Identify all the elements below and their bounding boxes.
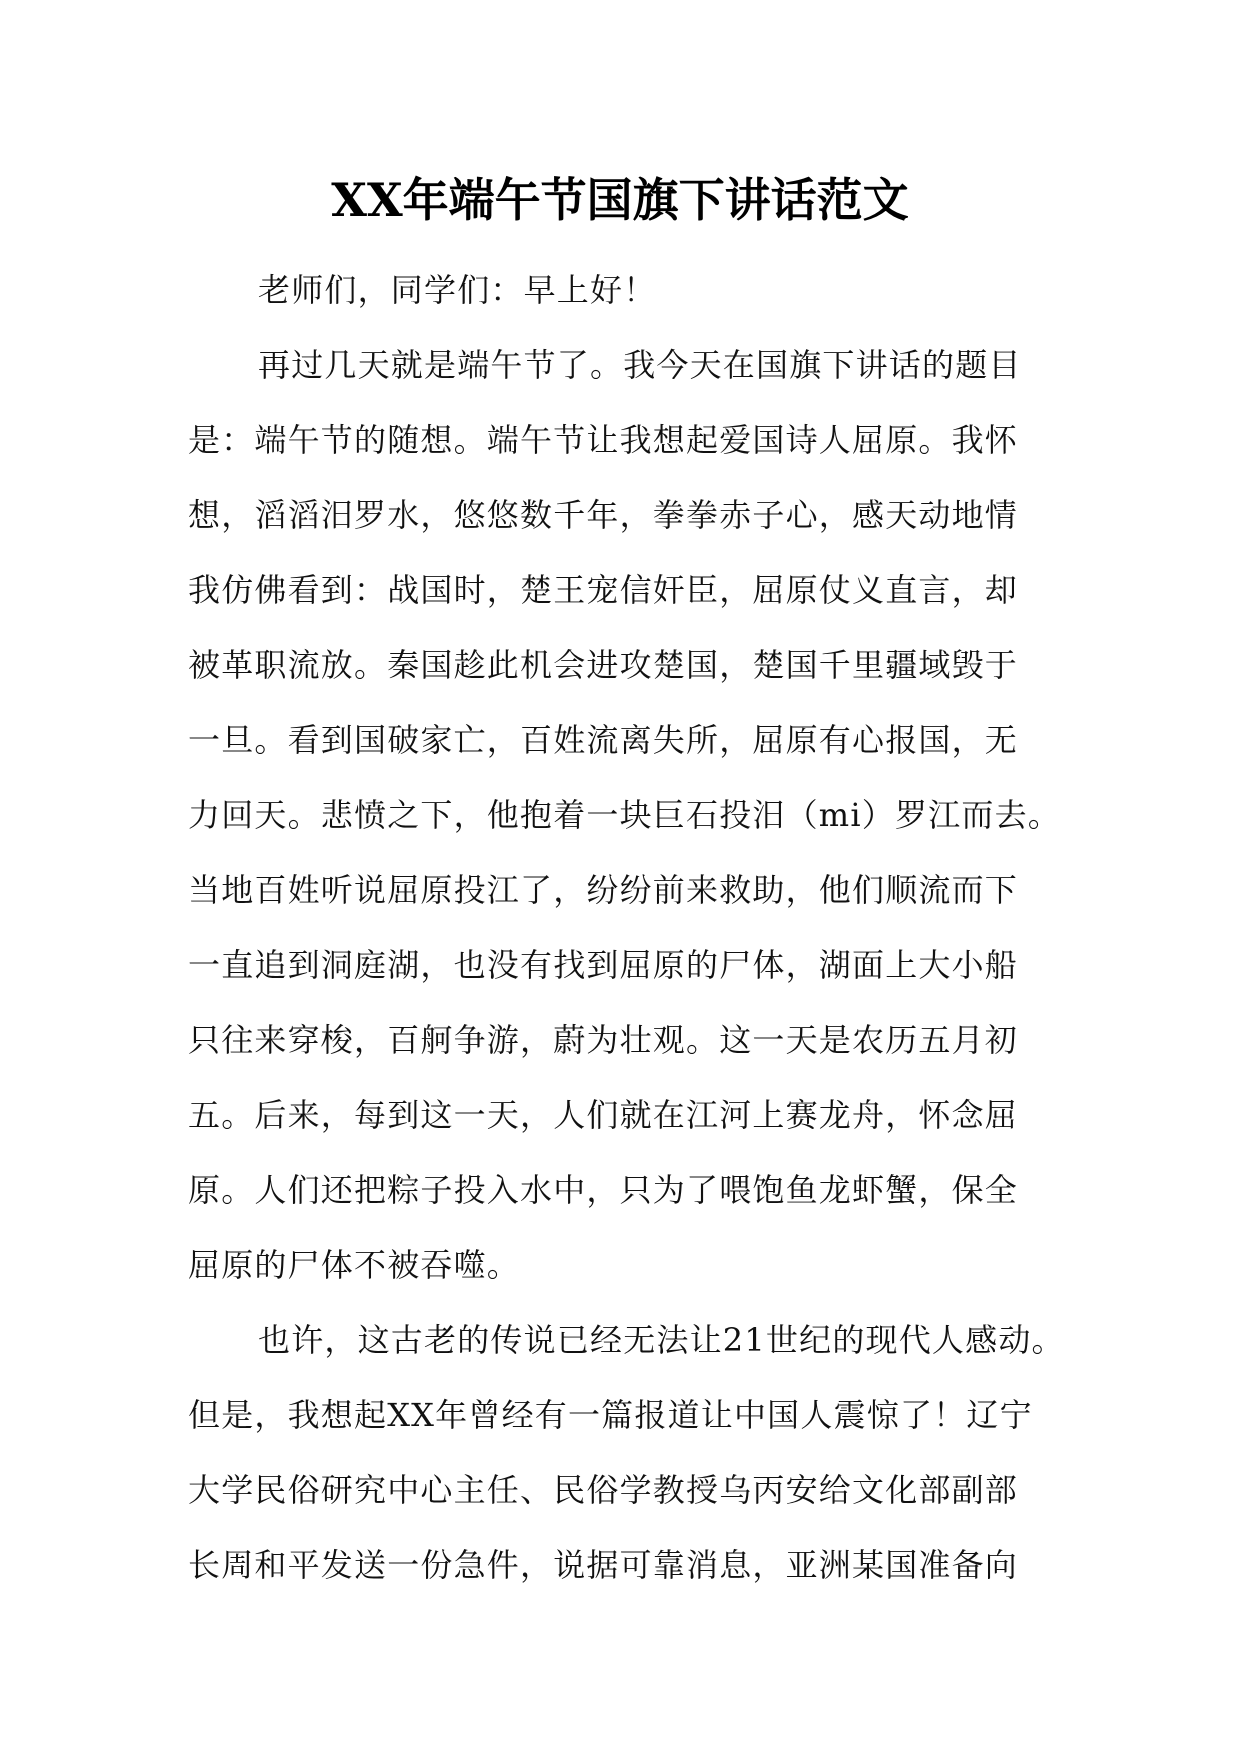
paragraph-line: 屈原的尸体不被吞噬。 — [188, 1246, 521, 1284]
paragraph-line: 一旦。看到国破家亡，百姓流离失所，屈原有心报国，无 — [188, 721, 1019, 759]
paragraph-line: 原。人们还把粽子投入水中，只为了喂饱鱼龙虾蟹，保全 — [188, 1171, 1019, 1209]
paragraph-line: 力回天。悲愤之下，他抱着一块巨石投汨（mi）罗江而去。 — [188, 796, 1061, 834]
paragraph-line: 但是，我想起XX年曾经有一篇报道让中国人震惊了！辽宁 — [188, 1396, 1033, 1434]
document-body — [188, 253, 1068, 1603]
paragraph-line: 大学民俗研究中心主任、民俗学教授乌丙安给文化部副部 — [188, 1471, 1019, 1509]
greeting-line: 老师们，同学们：早上好！ — [258, 271, 657, 309]
paragraph-line: 被革职流放。秦国趁此机会进攻楚国，楚国千里疆域毁于 — [188, 646, 1019, 684]
paragraph-line: 想，滔滔汨罗水，悠悠数千年，拳拳赤子心，感天动地情 — [188, 496, 1019, 534]
paragraph-line: 再过几天就是端午节了。我今天在国旗下讲话的题目 — [258, 346, 1022, 384]
paragraph-line: 我仿佛看到：战国时，楚王宠信奸臣，屈原仗义直言，却 — [188, 571, 1019, 609]
document-title: XX年端午节国旗下讲话范文 — [331, 173, 909, 227]
paragraph-line: 是：端午节的随想。端午节让我想起爱国诗人屈原。我怀 — [188, 421, 1019, 459]
paragraph-line: 一直追到洞庭湖，也没有找到屈原的尸体，湖面上大小船 — [188, 946, 1019, 984]
paragraph-line: 长周和平发送一份急件，说据可靠消息，亚洲某国准备向 — [188, 1546, 1019, 1584]
paragraph-line: 五。后来，每到这一天，人们就在江河上赛龙舟，怀念屈 — [188, 1096, 1019, 1134]
paragraph-line: 当地百姓听说屈原投江了，纷纷前来救助，他们顺流而下 — [188, 871, 1019, 909]
paragraph-line: 只往来穿梭，百舸争游，蔚为壮观。这一天是农历五月初 — [188, 1021, 1019, 1059]
paragraph-line: 也许，这古老的传说已经无法让21世纪的现代人感动。 — [258, 1321, 1065, 1359]
